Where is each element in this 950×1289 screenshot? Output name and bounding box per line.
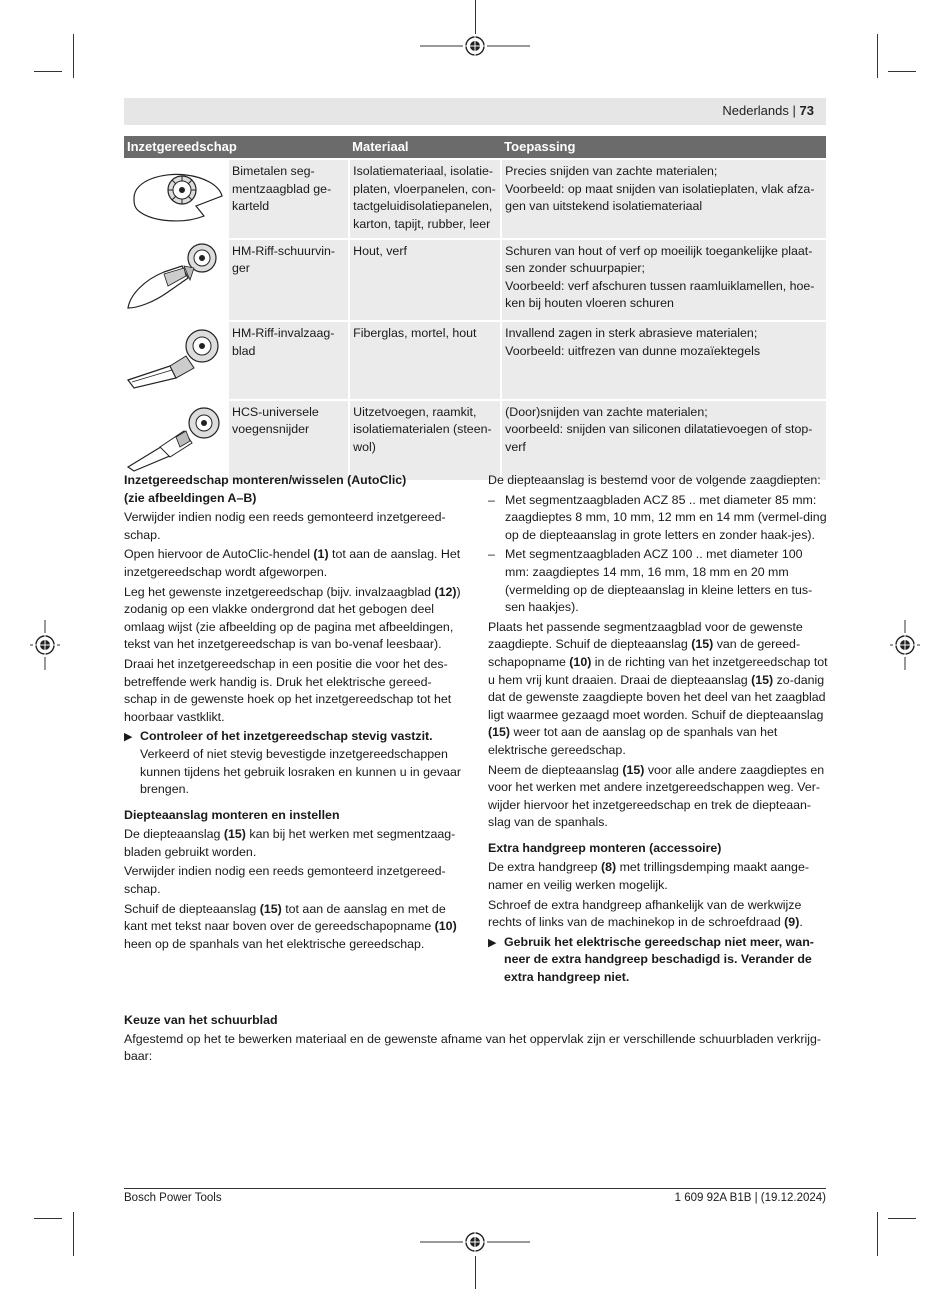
table-row xyxy=(124,239,826,322)
tool-image-cell xyxy=(124,159,228,239)
text-run: van de gereed-schapopname xyxy=(488,637,801,669)
plunge-saw-blade-icon xyxy=(124,322,227,393)
crop-mark xyxy=(73,34,74,78)
ref-number: (1) xyxy=(313,547,329,562)
crop-mark xyxy=(34,71,62,72)
tool-name-cell xyxy=(228,321,349,400)
paragraph xyxy=(124,546,464,581)
table-row xyxy=(124,400,826,481)
text-run: weer tot aan de aanslag op de spanhals van het elektrische gereedschap. xyxy=(488,725,778,757)
text-run: heen op de spanhals van het elektrische gereedschap. xyxy=(124,936,425,951)
tool-name: HCS-universele voegensnijder xyxy=(232,404,319,436)
warning-bold: Controleer of het inzetgereedschap stevig vastzit. xyxy=(140,729,433,744)
right-column xyxy=(488,472,828,989)
crop-mark xyxy=(877,34,878,78)
material-text: Uitzetvoegen, raamkit, isolatiematerialen (steen- wol) xyxy=(353,404,492,454)
paragraph xyxy=(124,584,464,654)
ref-number: (15) xyxy=(223,827,246,842)
tool-name-cell xyxy=(228,239,349,322)
column-header-application: Toepassing xyxy=(501,136,826,159)
application-cell xyxy=(501,159,826,239)
crop-mark xyxy=(34,1218,62,1219)
text-run: Plaats het passende segmentzaagblad voor de gewenste zaagdiepte. Schuif de diepteaanslag xyxy=(488,619,803,652)
material-text: Hout, verf xyxy=(353,243,407,258)
paragraph: Verwijder indien nodig een reeds gemonteerd inzetgereed-schap. xyxy=(124,864,446,897)
tool-name: Bimetalen seg- mentzaagblad ge- karteld xyxy=(232,164,332,213)
list-item-text: Met segmentzaagbladen ACZ 85 .. met diameter 85 mm: zaagdieptes 8 mm, 10 mm, 12 mm en 14 mm (vermel-ding op de diepteaanslag in grote letters en zonder haak-jes). xyxy=(505,492,827,542)
paragraph: Verwijder indien nodig een reeds gemonteerd inzetgereed-schap. xyxy=(124,510,446,542)
section-heading-sanding: Keuze van het schuurblad xyxy=(124,1013,278,1027)
section-heading-depth-stop: Diepteaanslag monteren en instellen xyxy=(124,807,340,822)
tool-name-cell xyxy=(228,400,349,481)
text-run: zo-danig dat de gewenste zaagdiepte boven het deel van het zaagblad ligt waarmee gezaagd moet worden. Schuif de diepteaanslag xyxy=(488,672,826,722)
paragraph xyxy=(124,826,464,861)
page-header xyxy=(124,98,826,125)
tool-name: HM-Riff-schuurvin- ger xyxy=(232,243,336,275)
application-text: Invallend zagen in sterk abrasieve materialen; Voorbeeld: uitfrezen van dunne mozaïektegels xyxy=(505,326,761,358)
text-run: Schroef de extra handgreep afhankelijk van de werkwijze rechts of links van de machinekop in de schroefdraad xyxy=(488,897,802,930)
text-run: ) zodanig op een vlakke ondergrond dat het gebogen deel omlaag wijst (zie afbeelding op de pagina met afbeeldingen, tekst van het inzetgereedschap is van bo-venaf leesbaar). xyxy=(124,584,461,652)
section-heading-handle: Extra handgreep monteren (accessoire) xyxy=(488,840,722,855)
material-cell xyxy=(349,400,501,481)
ref-number: (10) xyxy=(434,919,457,934)
ref-number: (10) xyxy=(569,654,592,669)
tool-name-cell xyxy=(228,159,349,239)
ref-number: (8) xyxy=(600,860,617,875)
paragraph xyxy=(124,901,464,954)
tool-image-cell xyxy=(124,321,228,400)
material-cell xyxy=(349,159,501,239)
heading-line: Inzetgereedschap monteren/wisselen (AutoClic) xyxy=(124,473,407,487)
warning-bold: Gebruik het elektrische gereedschap niet meer, wan-neer de extra handgreep beschadigd is. Verander de extra handgreep niet. xyxy=(504,934,814,985)
text-run: De extra handgreep xyxy=(488,860,601,875)
tool-image-cell xyxy=(124,400,228,481)
text-run: met trillingsdemping maakt aange-namer en veilig werken mogelijk. xyxy=(488,860,809,893)
text-run: Leg het gewenste inzetgereedschap (bijv. invalzaagblad xyxy=(124,584,435,599)
warning-arrow-icon: ▶ xyxy=(124,731,133,744)
paragraph xyxy=(488,859,828,894)
registration-target-icon xyxy=(30,620,60,670)
application-text: Precies snijden van zachte materialen; Voorbeeld: op maat snijden van isolatieplaten, vlak afza- gen van uitstekend isolatiemateriaal xyxy=(505,164,815,213)
warning-item xyxy=(124,728,464,798)
crop-mark xyxy=(475,0,476,34)
table-header-row xyxy=(124,136,826,159)
tool-image-cell xyxy=(124,239,228,322)
text-run: Open hiervoor de AutoClic-hendel xyxy=(124,547,314,562)
dash-bullet: – xyxy=(488,547,495,562)
ref-number: (15) xyxy=(751,672,774,687)
ref-number: (15) xyxy=(488,725,511,740)
text-run: kan bij het werken met segmentzaag-bladen gebruikt worden. xyxy=(124,827,456,859)
header-separator: | xyxy=(792,103,796,118)
crop-mark xyxy=(73,1212,74,1256)
material-text: Isolatiemateriaal, isolatie- platen, vloerpanelen, con- tactgeluidisolatiepanelen, karton, tapijt, rubber, leer xyxy=(353,164,496,231)
tool-table xyxy=(124,136,826,480)
tool-name: HM-Riff-invalzaag- blad xyxy=(232,326,335,358)
text-run: voor alle andere zaagdieptes en voor het werken met andere inzetgereedschappen weg. Ver-wijder hiervoor het inzetgereedschap en trek de diepteaan-slag van de spanhals. xyxy=(488,762,825,830)
material-text: Fiberglas, mortel, hout xyxy=(353,326,477,340)
column-header-tool: Inzetgereedschap xyxy=(124,136,349,159)
text-run: tot aan de aanslag en met de kant met tekst naar boven over de gereedschapopname xyxy=(124,901,446,934)
table-row xyxy=(124,159,826,239)
text-run: De diepteaanslag xyxy=(124,827,224,842)
material-cell xyxy=(349,239,501,322)
crop-mark xyxy=(888,71,916,72)
registration-target-icon xyxy=(420,32,530,60)
paragraph xyxy=(488,762,828,832)
application-cell xyxy=(501,321,826,400)
segment-saw-blade-icon xyxy=(124,160,227,232)
text-run: in de richting van het inzetgereedschap tot u hem vrij kunt draaien. Draai de diepteaanslag xyxy=(488,654,828,687)
ref-number: (9) xyxy=(784,915,800,930)
crop-mark xyxy=(877,1212,878,1256)
text-run: . xyxy=(799,915,803,930)
heading-line: (zie afbeeldingen A–B) xyxy=(124,490,257,505)
dash-bullet: – xyxy=(488,492,495,507)
section-heading-autoclic xyxy=(124,472,464,507)
page-number: 73 xyxy=(799,103,814,118)
crop-mark xyxy=(888,1218,916,1219)
text-run: tot aan de aanslag. Het inzetgereedschap wordt afgeworpen. xyxy=(124,547,461,579)
joint-cutter-icon xyxy=(124,401,227,475)
paragraph xyxy=(488,897,828,932)
header-language-page xyxy=(722,103,814,118)
application-text: (Door)snijden van zachte materialen; voorbeeld: snijden van siliconen dilatatievoegen of stop- verf xyxy=(505,404,813,454)
crop-mark xyxy=(475,1256,476,1289)
warning-text xyxy=(140,728,464,798)
registration-target-icon xyxy=(420,1228,530,1256)
left-column xyxy=(124,472,464,955)
list-item xyxy=(488,492,828,545)
ref-number: (15) xyxy=(691,637,714,652)
column-header-material: Materiaal xyxy=(349,136,501,159)
list-item xyxy=(488,546,828,616)
application-cell xyxy=(501,239,826,322)
text-run: Neem de diepteaanslag xyxy=(488,762,623,777)
list-item-text: Met segmentzaagbladen ACZ 100 .. met diameter 100 mm: zaagdieptes 14 mm, 16 mm, 18 mm en 20 mm (vermelding op de diepteaanslag in kleine letters en tus-sen haakjes). xyxy=(505,547,813,615)
paragraph xyxy=(488,619,828,760)
text-run: Schuif de diepteaanslag xyxy=(124,901,260,916)
paragraph: De diepteaanslag is bestemd voor de volgende zaagdiepten: xyxy=(488,473,821,487)
paragraph: Afgestemd op het te bewerken materiaal en de gewenste afname van het oppervlak zijn er verschillende schuurbladen verkrijg-baar: xyxy=(124,1031,822,1064)
sanding-finger-icon xyxy=(124,240,227,315)
ref-number: (12) xyxy=(434,584,457,599)
warning-arrow-icon: ▶ xyxy=(488,936,497,949)
registration-target-icon xyxy=(890,620,920,670)
footer-divider xyxy=(124,1188,826,1189)
ref-number: (15) xyxy=(622,762,645,777)
application-cell xyxy=(501,400,826,481)
material-cell xyxy=(349,321,501,400)
footer-brand: Bosch Power Tools xyxy=(124,1192,222,1204)
paragraph: Draai het inzetgereedschap in een positie die voor het des-betreffende werk handig is. Druk het elektrische gereed-schap in de gewenste hoek op het inzetgereedschap tot het hoorbaar vastklikt. xyxy=(124,656,452,724)
footer-doc-id: 1 609 92A B1B | (19.12.2024) xyxy=(674,1192,826,1204)
table-row xyxy=(124,321,826,400)
ref-number: (15) xyxy=(259,901,282,916)
header-language: Nederlands xyxy=(722,103,789,118)
warning-item xyxy=(488,934,828,987)
warning-body: Verkeerd of niet stevig bevestigde inzetgereedschappen kunnen tijdens het gebruik losraken en kunnen u in gevaar brengen. xyxy=(140,746,462,797)
application-text: Schuren van hout of verf op moeilijk toegankelijke plaat- sen zonder schuurpapier; Voorbeeld: verf afschuren tussen raamluiklamellen, hoe- ken bij houten vloeren schuren xyxy=(505,243,815,310)
sanding-sheet-section xyxy=(124,1012,828,1066)
